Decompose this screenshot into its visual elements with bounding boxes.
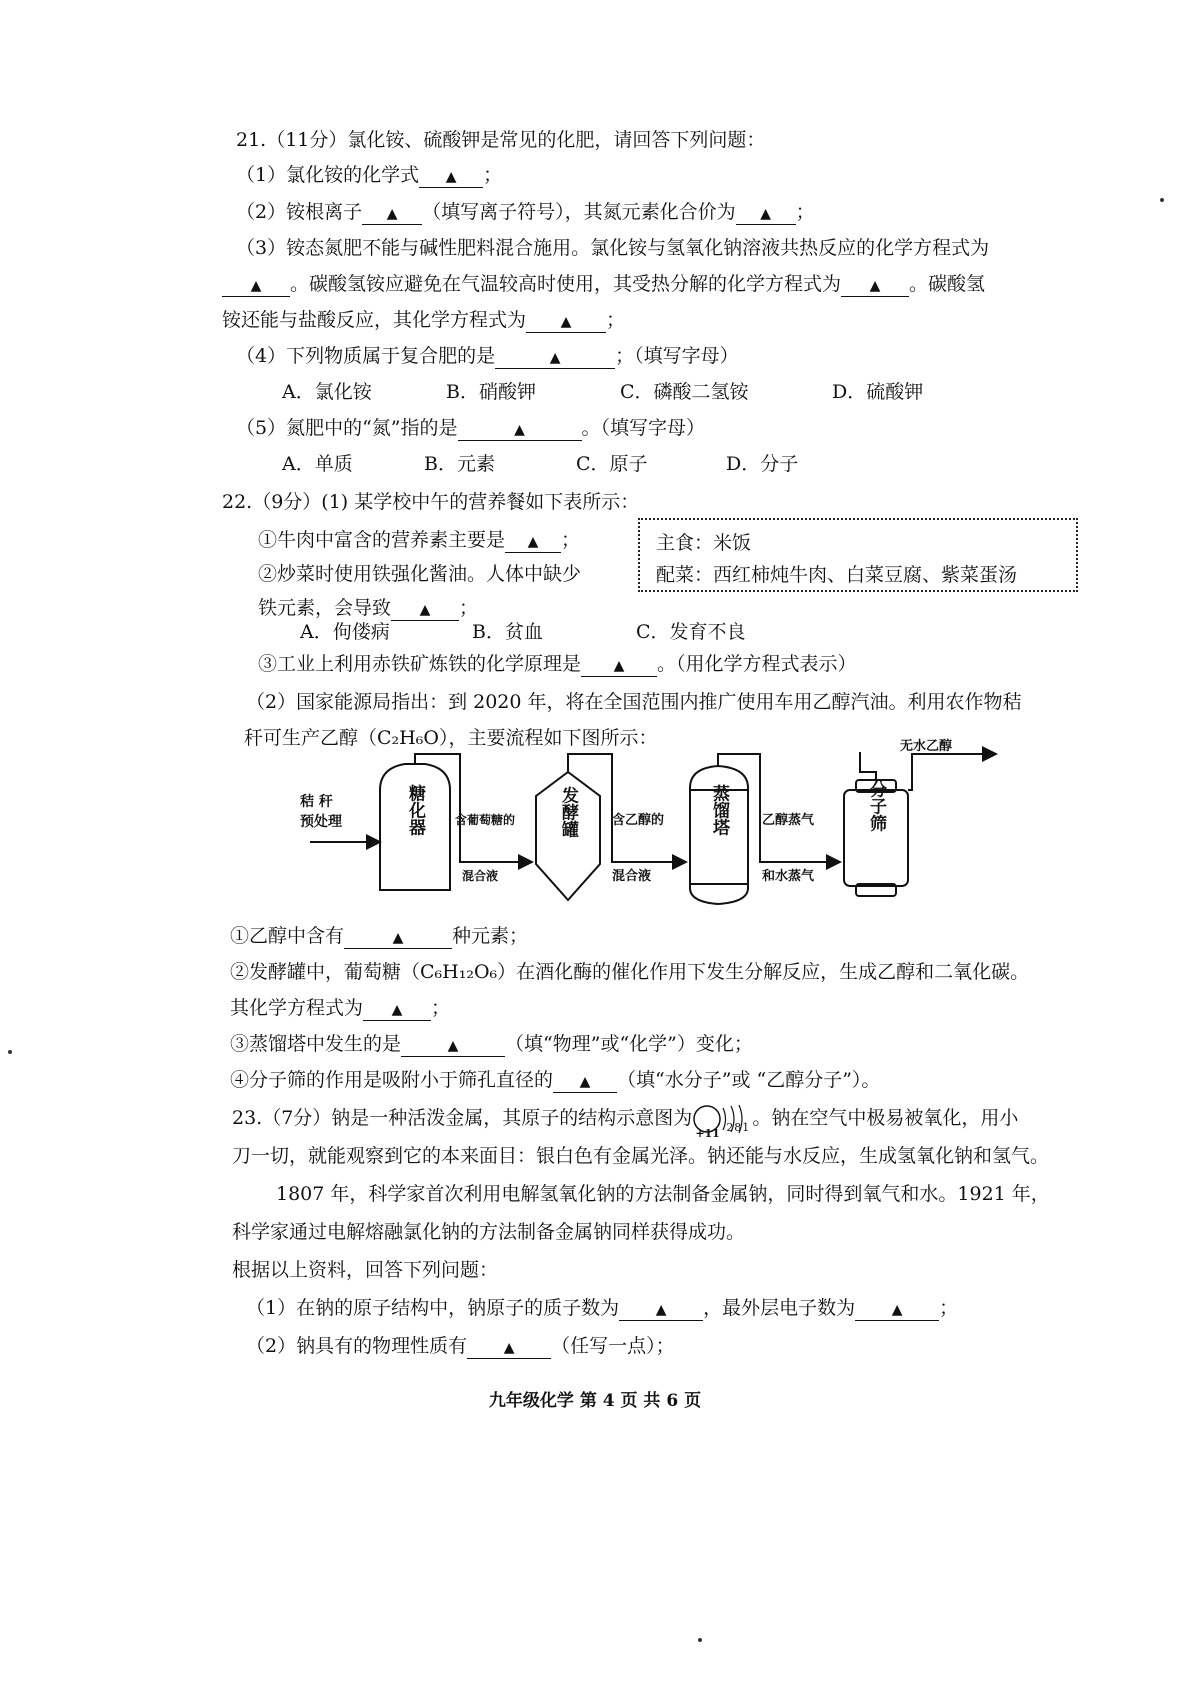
ethanol-flow-diagram [300,739,1000,910]
answer-blank[interactable] [855,1298,939,1321]
q21-part4-end: ；（填写字母） [615,345,739,367]
q22-part2-q1-text: ①乙醇中含有 [230,925,345,947]
q23-part1-end: ； [939,1297,959,1319]
pipe-1 [415,754,532,862]
unit-fermenter-label: 发酵罐 [558,786,578,838]
q21-part5 [236,416,705,441]
q22-part2-q3-text: ③蒸馏塔中发生的是 [230,1033,402,1055]
q21-part3-line3-text: 铵还能与盐酸反应，其化学方程式为 [222,309,527,331]
q22-sub2-line2 [258,596,478,621]
q22-sub1-text: ①牛肉中富含的营养素主要是 [258,529,506,551]
q23-line1-text: 23.（7分）钠是一种活泼金属，其原子的结构示意图为 [232,1107,693,1129]
q23-line1-end: 。钠在空气中极易被氧化，用小 [752,1107,1019,1129]
q21-part5-text: （5）氮肥中的“氮”指的是 [236,417,458,439]
answer-blank[interactable] [363,998,431,1021]
flow-stream2-label-2: 混合液 [612,869,652,884]
flow-stream2-label-1: 含乙醇的 [612,813,665,828]
q22-sub1 [258,528,580,553]
answer-blank[interactable] [362,202,422,225]
q22-sub2-line2-text: 铁元素，会导致 [258,597,392,619]
q21-part2 [236,200,815,225]
q23-line1 [232,1106,1019,1140]
q21-part4-option-d: D．硫酸钾 [832,381,924,403]
menu-dishes: 配菜：西红柿炖牛肉、白菜豆腐、紫菜蛋汤 [656,564,1018,586]
flow-stream1-label-1: 含葡萄糖的 [455,813,516,827]
blank-marker: ▲ [891,1302,903,1318]
flow-stream1-label-2: 混合液 [462,869,499,883]
answer-blank[interactable] [619,1298,703,1321]
answer-blank[interactable] [458,418,582,441]
q22-sub3-text: ③工业上利用赤铁矿炼铁的化学原理是 [258,653,582,675]
answer-blank[interactable] [505,530,561,553]
q22-part2-line2-end: ），主要流程如下图所示： [438,727,658,749]
q22-part2-q4 [230,1068,880,1093]
flow-stream3-label-2: 和水蒸气 [762,869,815,884]
blank-marker: ▲ [386,206,398,222]
answer-blank[interactable] [467,1336,551,1359]
blank-marker: ▲ [514,422,525,438]
q22-sub2-line2-end: ； [459,597,479,619]
q22-part2-q4-end: （填“水分子”或 “乙醇分子”）。 [617,1069,881,1091]
unit-saccharifier-label: 糖化器 [405,784,425,836]
q23-line5: 根据以上资料，回答下列问题： [232,1259,499,1281]
q23-part2 [246,1334,675,1359]
q21-part4-option-b: B．硝酸钾 [446,381,536,403]
q21-part3-line2 [222,272,985,297]
blank-marker: ▲ [655,1302,667,1318]
q22-part2-q3 [230,1032,753,1057]
answer-blank[interactable] [344,926,452,949]
q21-part2-mid: （填写离子符号），其氮元素化合价为 [422,201,736,223]
q23-line4: 科学家通过电解熔融氯化钠的方法制备金属钠同样获得成功。 [232,1221,746,1243]
blank-marker: ▲ [447,1038,459,1054]
blank-marker: ▲ [250,278,262,294]
q22-part2-q2-line2 [230,996,450,1021]
blank-marker: ▲ [419,602,431,618]
blank-marker: ▲ [613,658,625,674]
q22-sub2-line1: ②炒菜时使用铁强化酱油。人体中缺少 [258,563,582,585]
blank-marker: ▲ [445,169,457,185]
pipe-2 [568,754,686,862]
q21-part4-text: （4）下列物质属于复合肥的是 [236,345,496,367]
unit-distillation-label: 蒸馏塔 [709,784,729,836]
answer-blank[interactable] [526,310,606,333]
q21-part1-end: ； [483,164,503,186]
q22-part2-line2-text: 秆可生产乙醇（ [244,727,378,749]
page-footer: 九年级化学 第 4 页 共 6 页 [488,1391,702,1411]
q23-line2: 刀一切，就能观察到它的本来面目：银白色有金属光泽。钠还能与水反应，生成氢氧化钠和氢气。 [232,1145,1050,1167]
flow-output-label: 无水乙醇 [900,739,953,754]
blank-marker: ▲ [527,534,539,550]
blank-marker: ▲ [760,206,771,222]
q21-part2-end: ； [795,201,815,223]
answer-blank[interactable] [222,274,290,297]
q21-part5-option-a: A．单质 [282,453,353,475]
flow-input-label-1: 秸 秆 [300,794,333,810]
q22-part2-line1: （2）国家能源局指出：到 2020 年，将在全国范围内推广使用车用乙醇汽油。利用农作物秸 [246,691,1022,713]
q22-part2-q2-line2-text: 其化学方程式为 [230,997,364,1019]
scan-speck [1160,198,1164,202]
q23-part1-text: （1）在钠的原子结构中，钠原子的质子数为 [246,1297,620,1319]
q21-part4-option-c: C．磷酸二氢铵 [620,381,749,403]
blank-marker: ▲ [560,314,572,330]
blank-marker: ▲ [549,350,561,366]
blank-marker: ▲ [579,1074,591,1090]
q23-part1-mid: ，最外层电子数为 [703,1297,856,1319]
blank-marker: ▲ [392,930,404,946]
flow-stream3-label-1: 乙醇蒸气 [762,813,815,828]
atom-electron-shells: 281 [726,1121,751,1134]
q21-part2-text: （2）铵根离子 [236,201,363,223]
q21-part3-line3 [222,308,625,333]
lunch-menu-box [638,518,1078,592]
q22-sub2-option-a: A．佝偻病 [300,621,390,643]
flow-input-label-2: 预处理 [300,814,342,830]
q22-sub3 [258,652,857,677]
q23-part2-text: （2）钠具有的物理性质有 [246,1335,468,1357]
blank-marker: ▲ [503,1340,515,1356]
q22-sub1-end: ； [561,529,581,551]
q21-part5-end: 。（填写字母） [581,417,706,439]
blank-marker: ▲ [391,1002,403,1018]
q21-part3-mid: 。碳酸氢铵应避免在气温较高时使用，其受热分解的化学方程式为 [290,273,842,295]
q22-part2-q4-text: ④分子筛的作用是吸附小于筛孔直径的 [230,1069,554,1091]
q22-sub3-end: 。（用化学方程式表示） [657,653,857,675]
q23-line3: 1807 年，科学家首次利用电解氢氧化钠的方法制备金属钠，同时得到氧气和水。1921 年， [276,1183,1050,1205]
q23-part1 [246,1296,958,1321]
q21-part5-option-b: B．元素 [424,453,495,475]
answer-blank[interactable] [841,274,909,297]
q22-part2-line2 [244,726,657,750]
menu-staple: 主食：米饭 [656,532,752,554]
blank-marker: ▲ [869,278,881,294]
q22-sub2-option-b: B．贫血 [472,621,543,643]
q21-part1-text: （1）氯化铵的化学式 [236,164,420,186]
answer-blank[interactable] [391,598,459,621]
q23-part2-end: （任写一点）； [551,1335,675,1357]
q22-part2-q1 [230,924,528,949]
answer-blank[interactable] [495,346,615,369]
answer-blank[interactable] [736,202,796,225]
q21-part4 [236,344,739,369]
q21-part5-option-c: C．原子 [576,453,648,475]
unit-sieve-label: 分子筛 [866,780,886,832]
q22-part2-q1-end: 种元素； [452,925,529,947]
answer-blank[interactable] [553,1070,617,1093]
q21-part1 [236,163,502,188]
q21-part3-line3-end: ； [606,309,626,331]
q21-part5-option-d: D．分子 [726,453,799,475]
atom-nucleus-charge: +11 [695,1127,720,1140]
q21-part4-option-a: A．氯化铵 [282,381,372,403]
q22-part2-q2-line1: ②发酵罐中，葡萄糖（C₆H₁₂O₆）在酒化酶的催化作用下发生分解反应，生成乙醇和二氧化碳。 [230,961,1030,983]
scan-speck [698,1638,702,1642]
q22-part2-q3-end: （填“物理”或“化学”）变化； [505,1033,753,1055]
q22-part2-q2-line2-end: ； [431,997,451,1019]
scan-speck [8,1050,12,1054]
ethanol-formula: C₂H₆O [377,727,439,749]
q22-title: 22.（9分）(1) 某学校中午的营养餐如下表所示： [222,491,640,513]
q21-title: 21.（11分）氯化铵、硫酸钾是常见的化肥，请回答下列问题： [236,129,766,151]
answer-blank[interactable] [581,654,657,677]
answer-blank[interactable] [401,1034,505,1057]
q21-part3-end: 。碳酸氢 [909,273,986,295]
q21-part3-line1: （3）铵态氮肥不能与碱性肥料混合施用。氯化铵与氢氧化钠溶液共热反应的化学方程式为 [236,237,990,259]
answer-blank[interactable] [419,165,483,188]
q22-sub2-option-c: C．发育不良 [636,621,746,643]
